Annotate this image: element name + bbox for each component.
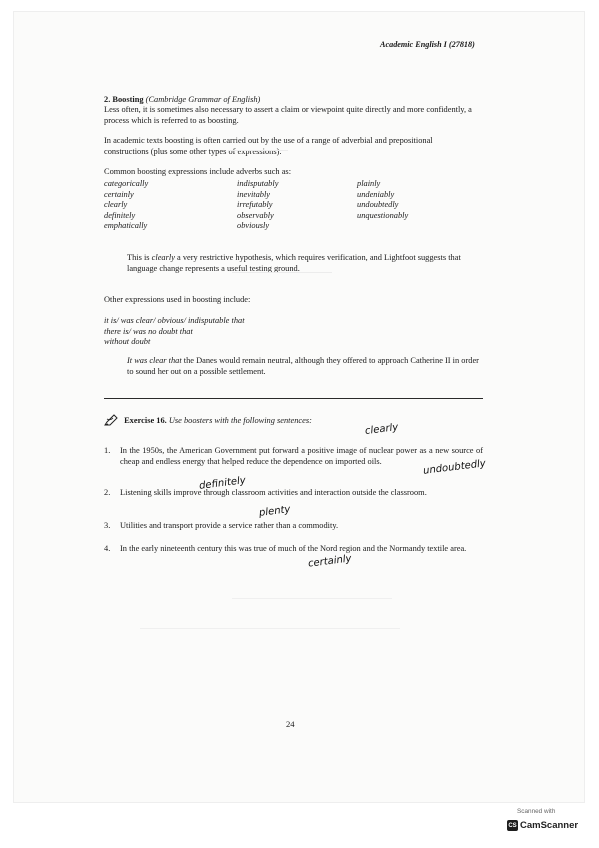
other-expressions-intro: Other expressions used in boosting include: [104,295,251,304]
expression: it is/ was clear/ obvious/ indisputable that [104,316,245,325]
camscanner-logo-icon: CS [507,820,518,831]
adverb: definitely [104,210,136,220]
expressions-list [104,316,245,348]
scanned-with-label: Scanned with [517,808,556,815]
example-emphasis: It was clear that [127,356,182,365]
bleed-through-mark [228,144,288,151]
adverb: undoubtedly [357,200,399,210]
adverb: emphatically [104,221,148,231]
constructions-paragraph: In academic texts boosting is often carried out by the use of a range of adverbial and prepositional constructions (plus some other types of expressions): [104,136,433,156]
adverb: clearly [104,200,128,210]
item-text: In the early nineteenth century this was true of much of the Nord region and the Normandy textile area. [120,544,467,553]
item-number: 2. [104,488,111,497]
exercise-heading [104,414,312,428]
example-it-was-clear [127,356,479,377]
expression: without doubt [104,337,151,347]
adverb: categorically [104,179,149,188]
adverb: observably [237,210,274,220]
section-divider [104,398,483,399]
handwritten-clearly: clearly [364,422,399,437]
example-emphasis: clearly [151,253,175,262]
handwritten-certainly: certainly [307,553,353,570]
course-header: Academic English I (27818) [380,40,475,49]
document-page [14,12,584,802]
item-text: Utilities and transport provide a service rather than a commodity. [120,521,339,530]
expression: there is/ was no doubt that [104,326,193,336]
page-number: 24 [286,719,295,729]
bleed-through-mark [232,266,332,273]
item-text: In the 1950s, the American Government put forward a positive image of nuclear power as a new source of cheap and endless energy that helped reduce the dependence on imported oils. [120,446,483,466]
bleed-through-mark [232,590,392,599]
example-text: This is [127,253,152,262]
adverb: plainly [357,179,381,188]
adverb: inevitably [237,189,271,199]
adverb-column-3 [357,179,408,221]
camscanner-badge [507,820,578,831]
example-text: the Danes would remain neutral, although they offered to approach Catherine II in order to sound her out on a possible settlement. [127,356,479,376]
adverb-column-2 [237,179,278,232]
camscanner-name: CamScanner [520,820,579,831]
adverb: undeniably [357,189,395,199]
example-text: a very restrictive hypothesis, which requires verification, and Lightfoot suggests that language change represents a useful testing ground. [127,253,461,273]
adverbs-intro: Common boosting expressions include adverbs such as: [104,167,292,176]
exercise-title: Exercise 16. [124,416,167,425]
handwritten-plenty: plenty [258,504,292,519]
handwritten-definitely: definitely [198,475,247,492]
adverb: obviously [237,221,270,231]
exercise-instruction: Use boosters with the following sentences: [168,416,312,425]
camscanner-watermark [496,805,592,839]
section-heading [104,95,479,106]
bleed-through-mark [140,620,400,629]
handwritten-undoubtedly: undoubtedly [422,458,487,477]
adverb: indisputably [237,179,279,188]
item-number: 4. [104,544,111,553]
item-number: 1. [104,446,111,455]
item-text: Listening skills improve through classroom activities and interaction outside the classroom. [120,488,427,497]
adverb: unquestionably [357,210,409,220]
adverb: irrefutably [237,200,273,210]
item-number: 3. [104,521,111,530]
section-source: (Cambridge Grammar of English) [145,95,261,104]
adverb: certainly [104,189,134,199]
pencil-icon [104,414,118,428]
adverb-column-1 [104,179,148,232]
intro-paragraph: Less often, it is sometimes also necessary to assert a claim or viewpoint quite directly and more confidently, a process which is referred to as boosting. [104,105,472,125]
section-title: 2. Boosting [104,95,144,104]
